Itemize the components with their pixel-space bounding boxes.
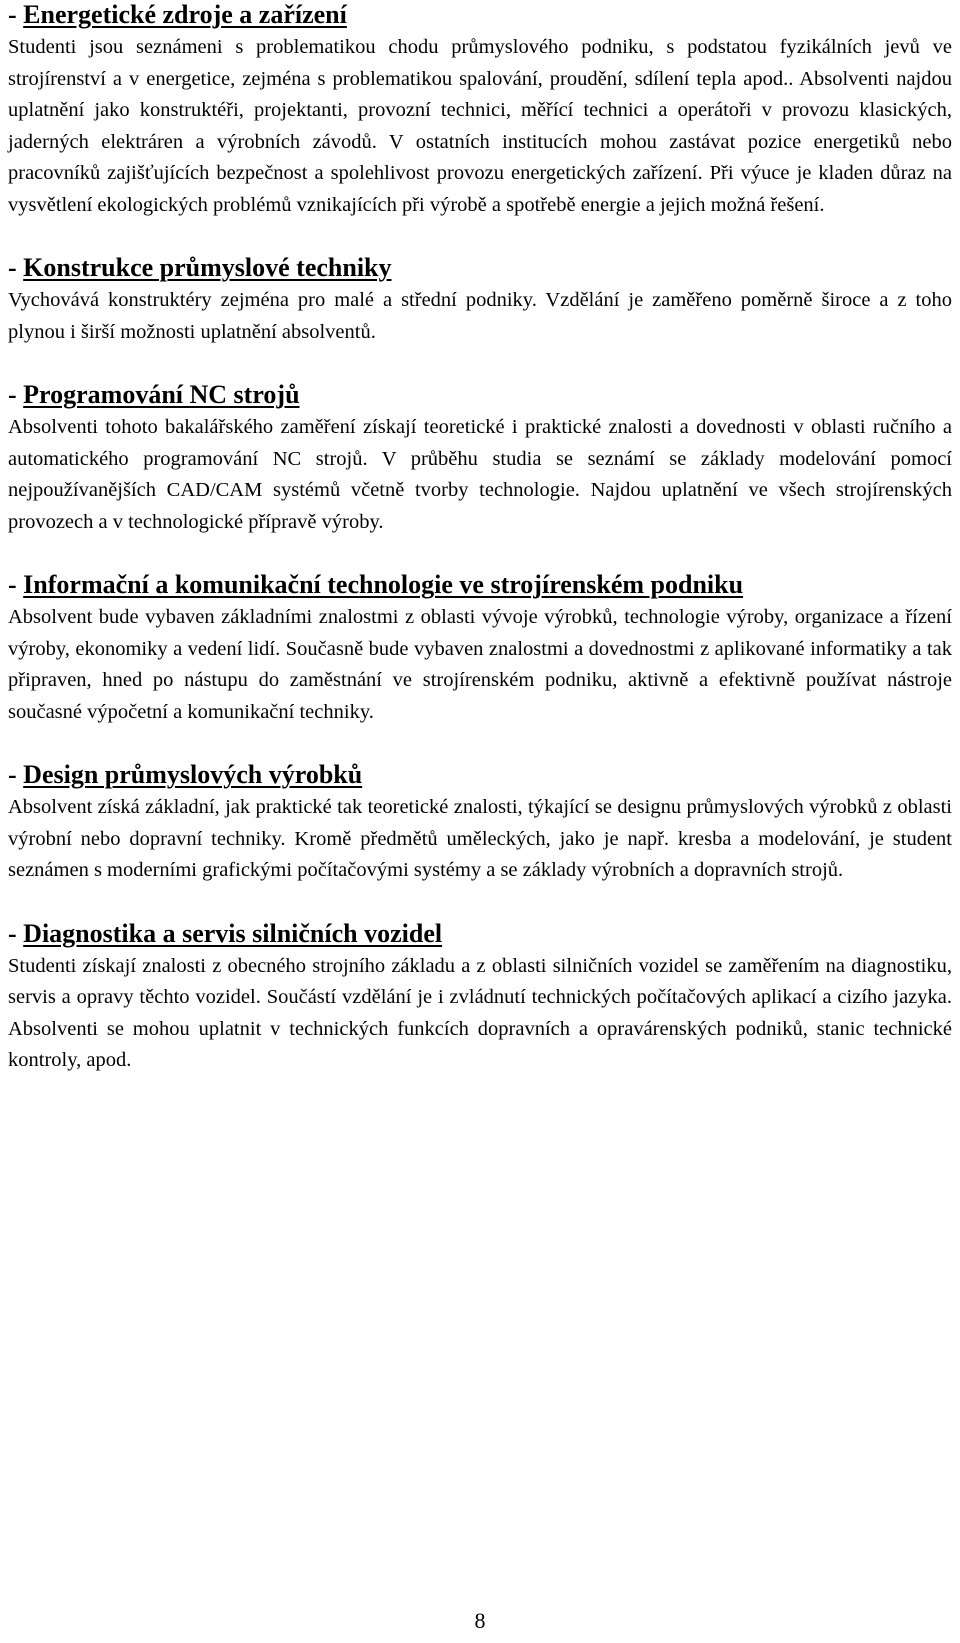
heading-title: Informační a komunikační technologie ve strojírenském podniku: [23, 570, 744, 599]
section-paragraph: Vychovává konstruktéry zejména pro malé a střední podniky. Vzdělání je zaměřeno poměrně široce a z toho plynou i širší možnosti uplatnění absolventů.: [8, 289, 952, 343]
heading-title: Diagnostika a servis silničních vozidel: [23, 918, 443, 948]
section-paragraph: Absolventi tohoto bakalářského zaměření získají teoretické i praktické znalosti a dovednosti v oblasti ručního a automatického programování NC strojů. V průběhu studia se seznámí se základy modelování pomocí nejpoužívanějších CAD/CAM systémů včetně tvorby technologie. Najdou uplatnění ve všech strojírenských provozech a v technologické přípravě výroby.: [8, 416, 952, 533]
section-heading: [8, 760, 952, 790]
heading-title: Energetické zdroje a zařízení: [23, 0, 347, 29]
section-paragraph: Absolvent bude vybaven základními znalostmi z oblasti vývoje výrobků, technologie výroby, organizace a řízení výroby, ekonomiky a vedení lidí. Současně bude vybaven znalostmi a dovednostmi z aplikované informatiky a tak připraven, hned po nástupu do zaměstnání ve strojírenském podniku, aktivně a efektivně používat nástroje současné výpočetní a komunikační techniky.: [8, 606, 952, 723]
heading-title: Programování NC strojů: [23, 380, 300, 409]
heading-dash: -: [8, 760, 24, 789]
section-heading: [8, 380, 952, 410]
section-design-prumyslovych-vyrobku: [8, 760, 952, 887]
section-heading: [8, 570, 952, 600]
section-heading: [8, 919, 952, 949]
section-energeticke-zdroje: [8, 0, 952, 221]
section-paragraph: Absolvent získá základní, jak praktické tak teoretické znalosti, týkající se designu průmyslových výrobků z oblasti výrobní nebo dopravní techniky. Kromě předmětů uměleckých, jako je např. kresba a modelování, je student seznámen s moderními grafickými počítačovými systémy a se základy výrobních a dopravních strojů.: [8, 796, 952, 881]
heading-dash: -: [8, 918, 24, 948]
heading-title: Design průmyslových výrobků: [23, 760, 363, 789]
section-konstrukce-prumyslove-techniky: [8, 253, 952, 348]
section-heading: [8, 0, 952, 30]
heading-dash: -: [8, 380, 24, 409]
section-diagnostika-a-servis: [8, 919, 952, 1077]
section-programovani-nc-stroju: [8, 380, 952, 538]
heading-dash: -: [8, 0, 24, 29]
section-paragraph: Studenti jsou seznámeni s problematikou chodu průmyslového podniku, s podstatou fyzikálních jevů ve strojírenství a v energetice, zejména s problematikou spalování, proudění, sdílení tepla apod.. Absolventi najdou uplatnění jako konstruktéři, projektanti, provozní technici, měřící technici a operátoři v provozu klasických, jaderných elektráren a výrobních závodů. V ostatních institucích mohou zastávat pozice energetiků nebo pracovníků zajišťujících bezpečnost a spolehlivost provozu energetických zařízení. Při výuce je kladen důraz na vysvětlení ekologických problémů vznikajících při výrobě a spotřebě energie a jejich možná řešení.: [8, 36, 952, 216]
heading-dash: -: [8, 253, 24, 282]
section-heading: [8, 253, 952, 283]
section-informacni-technologie: [8, 570, 952, 728]
page-number: 8: [474, 1608, 486, 1633]
heading-title: Konstrukce průmyslové techniky: [23, 253, 392, 282]
document-page: [8, 0, 952, 1109]
heading-dash: -: [8, 570, 24, 599]
section-paragraph: Studenti získají znalosti z obecného strojního základu a z oblasti silničních vozidel se zaměřením na diagnostiku, servis a opravy těchto vozidel. Součástí vzdělání je i zvládnutí technických počítačových aplikací a cizího jazyka. Absolventi se mohou uplatnit v technických funkcích dopravních a opravárenských podniků, stanic technické kontroly, apod.: [8, 954, 952, 1071]
